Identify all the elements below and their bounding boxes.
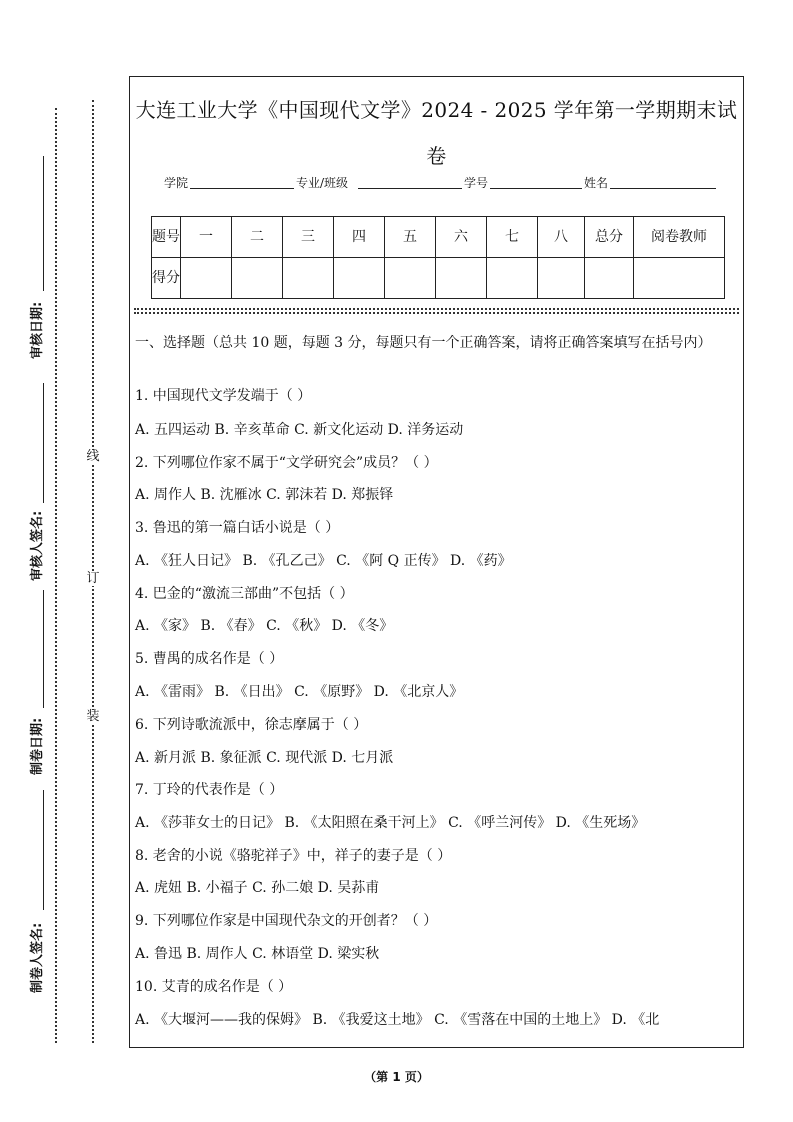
field-blank-student-id[interactable] (490, 188, 582, 189)
margin-line (43, 156, 44, 291)
score-cell[interactable] (538, 258, 585, 299)
field-blank-major-class[interactable] (358, 188, 462, 189)
score-header-cell: 阅卷教师 (634, 217, 725, 258)
question-options: A. 《狂人日记》 B. 《孔乙己》 C. 《阿 Q 正传》 D. 《药》 (135, 553, 512, 569)
question-text: 5. 曹禺的成名作是（ ） (135, 651, 284, 667)
score-header-cell: 七 (487, 217, 538, 258)
question-options: A. 虎妞 B. 小福子 C. 孙二娘 D. 吴荪甫 (135, 880, 380, 896)
score-header-cell: 六 (436, 217, 487, 258)
score-header-cell: 题号 (152, 217, 181, 258)
score-cell[interactable] (283, 258, 334, 299)
score-header-cell: 总分 (585, 217, 634, 258)
question-options: A. 鲁迅 B. 周作人 C. 林语堂 D. 梁实秋 (135, 946, 380, 962)
score-cell[interactable] (436, 258, 487, 299)
exam-title: 大连工业大学《中国现代文学》2024 - 2025 学年第一学期期末试卷 (135, 98, 738, 168)
question-text: 3. 鲁迅的第一篇白话小说是（ ） (135, 520, 340, 536)
field-label-name: 姓名 (584, 176, 609, 190)
question-text: 2. 下列哪位作家不属于“文学研究会”成员？（ ） (135, 455, 438, 471)
separator-dotted-line (134, 308, 739, 310)
margin-dotted-line (55, 108, 57, 1043)
binding-char-bind: 装 (86, 709, 100, 724)
score-cell[interactable] (232, 258, 283, 299)
score-header-cell: 五 (385, 217, 436, 258)
question-options: A. 《大堰河——我的保姆》 B. 《我爱这土地》 C. 《雪落在中国的土地上》 D. 《北 (135, 1012, 660, 1028)
margin-line (43, 790, 44, 910)
score-cell[interactable] (585, 258, 634, 299)
question-text: 4. 巴金的“激流三部曲”不包括（ ） (135, 586, 354, 602)
section-heading: 一、选择题（总共 10 题，每题 3 分，每题只有一个正确答案，请将正确答案填写在括号内） (135, 335, 712, 351)
binding-char-line: 线 (86, 449, 100, 464)
question-options: A. 《雷雨》 B. 《日出》 C. 《原野》 D. 《北京人》 (135, 684, 464, 700)
score-header-cell: 四 (334, 217, 385, 258)
score-cell[interactable] (334, 258, 385, 299)
score-header-cell: 二 (232, 217, 283, 258)
margin-label-setting-date: 制卷日期: (30, 717, 45, 775)
question-text: 6. 下列诗歌流派中，徐志摩属于（ ） (135, 717, 368, 733)
margin-label-review-date: 审核日期: (30, 301, 45, 359)
score-table (151, 216, 725, 299)
field-blank-name[interactable] (610, 188, 716, 189)
question-text: 8. 老舍的小说《骆驼祥子》中，祥子的妻子是（ ） (135, 848, 452, 864)
field-blank-college[interactable] (190, 188, 294, 189)
field-label-college: 学院 (164, 176, 189, 190)
question-options: A. 五四运动 B. 辛亥革命 C. 新文化运动 D. 洋务运动 (135, 422, 464, 438)
score-cell[interactable] (487, 258, 538, 299)
score-header-cell: 三 (283, 217, 334, 258)
separator-dotted-line (134, 312, 739, 314)
question-options: A. 《莎菲女士的日记》 B. 《太阳照在桑干河上》 C. 《呼兰河传》 D. 《生死场》 (135, 815, 646, 831)
margin-label-setter-signature: 制卷人签名: (30, 922, 45, 993)
score-cell[interactable] (181, 258, 232, 299)
score-row-label: 得分 (152, 258, 181, 299)
score-table-score-row (152, 258, 725, 299)
margin-line (43, 590, 44, 708)
page-number: （第 1 页） (364, 1070, 429, 1084)
question-text: 10. 艾青的成名作是（ ） (135, 979, 293, 995)
score-cell[interactable] (385, 258, 436, 299)
question-options: A. 新月派 B. 象征派 C. 现代派 D. 七月派 (135, 750, 394, 766)
question-options: A. 周作人 B. 沈雁冰 C. 郭沫若 D. 郑振铎 (135, 487, 394, 503)
margin-line (43, 383, 44, 503)
score-table-header-row (152, 217, 725, 258)
question-options: A. 《家》 B. 《春》 C. 《秋》 D. 《冬》 (135, 618, 394, 634)
margin-label-reviewer-signature: 审核人签名: (30, 510, 45, 581)
score-header-cell: 一 (181, 217, 232, 258)
binding-char-staple: 订 (86, 571, 100, 586)
question-text: 9. 下列哪位作家是中国现代杂文的开创者？（ ） (135, 913, 438, 929)
score-cell[interactable] (634, 258, 725, 299)
field-label-student-id: 学号 (464, 176, 489, 190)
score-header-cell: 八 (538, 217, 585, 258)
field-label-major-class: 专业/班级 (296, 176, 349, 190)
question-text: 1. 中国现代文学发端于（ ） (135, 388, 312, 404)
question-text: 7. 丁玲的代表作是（ ） (135, 782, 284, 798)
exam-paper (129, 76, 744, 1048)
